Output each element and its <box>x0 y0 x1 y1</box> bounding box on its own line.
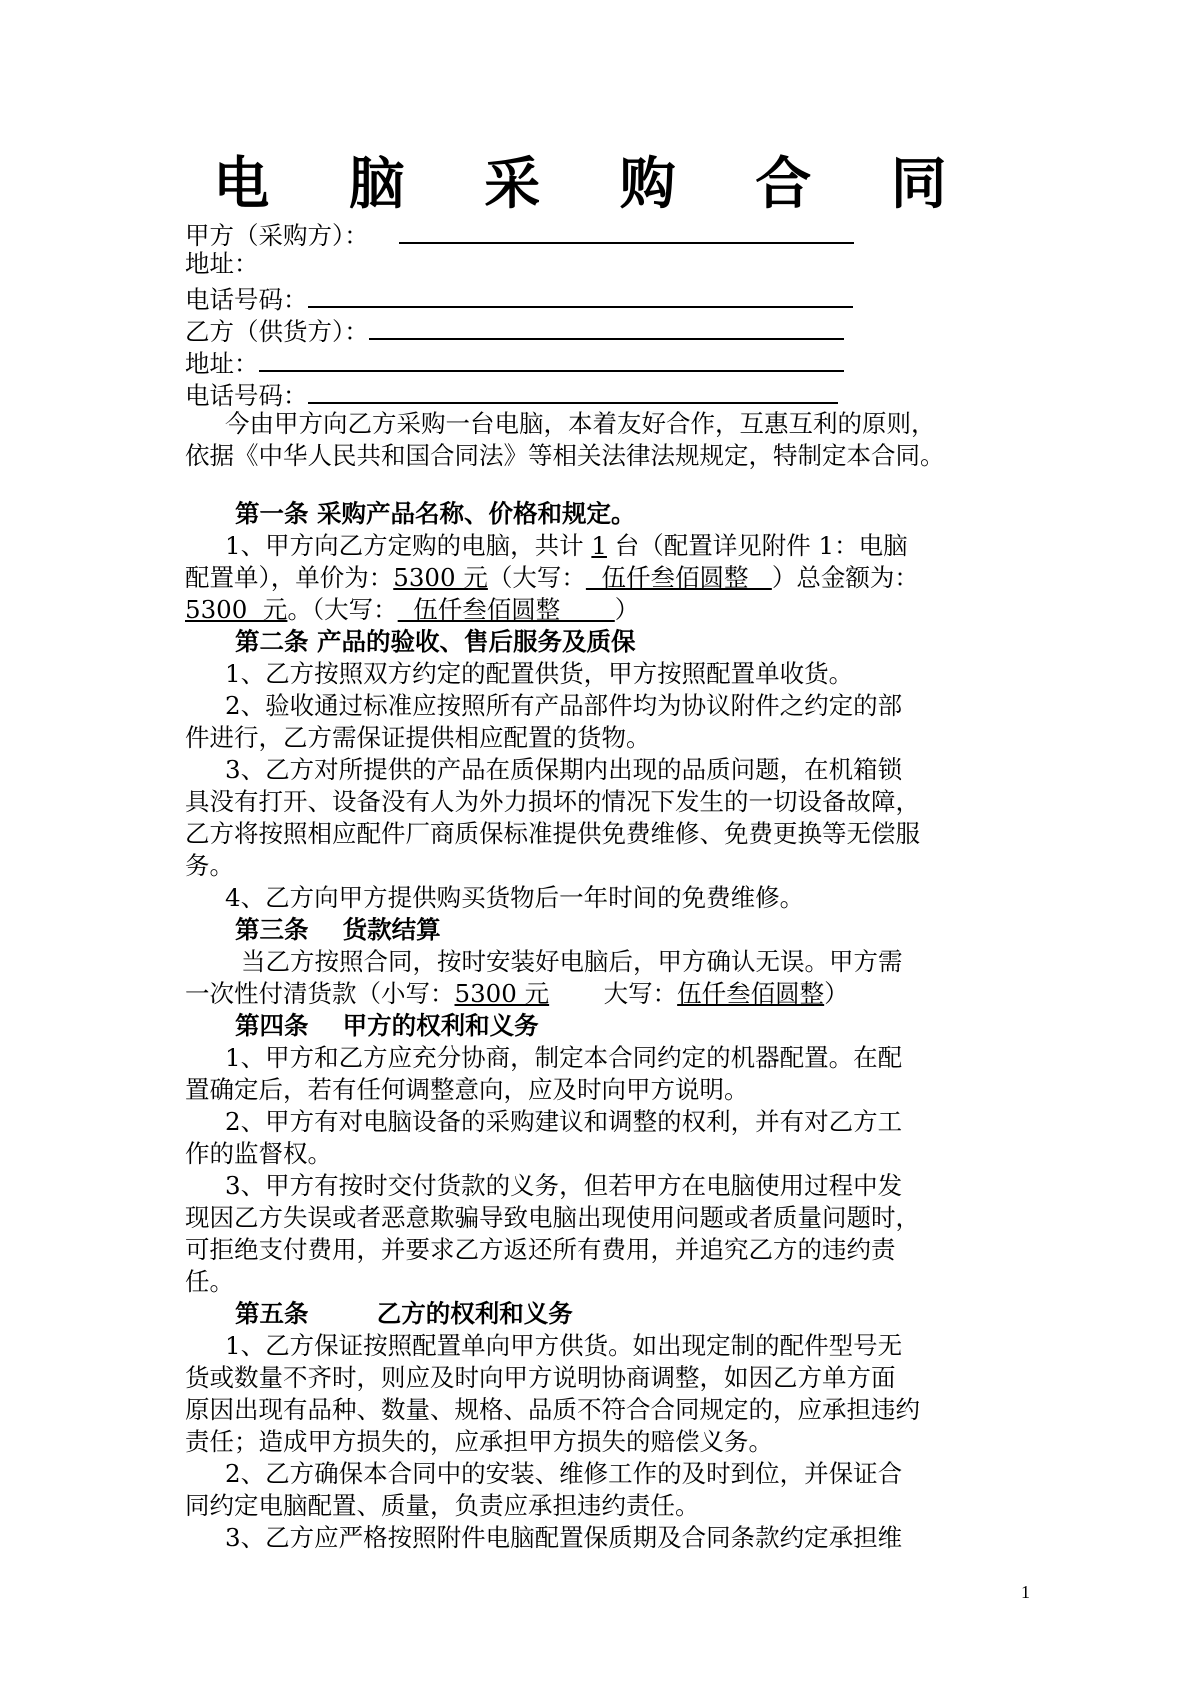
article-5-heading: 第五条 乙方的权利和义务 <box>235 1299 573 1328</box>
text: （大写： <box>487 563 586 592</box>
party-b-blank <box>369 312 844 340</box>
party-b-address-blank <box>259 344 844 372</box>
article-5-line: 原因出现有品种、数量、规格、品质不符合合同规定的，应承担违约 <box>185 1395 920 1424</box>
article-2-line: 1、乙方按照双方约定的配置供货，甲方按照配置单收货。 <box>225 659 854 688</box>
article-2-heading: 第二条 产品的验收、售后服务及质保 <box>235 627 636 656</box>
article-5-line: 同约定电脑配置、质量，负责应承担违约责任。 <box>185 1491 700 1520</box>
article-4-line: 可拒绝支付费用，并要求乙方返还所有费用，并追究乙方的违约责 <box>185 1235 896 1264</box>
text: 。（大写： <box>287 595 398 624</box>
party-a-address-line <box>185 248 1035 280</box>
payment-amount: 5300 元 <box>454 979 550 1008</box>
article-4-line: 1、甲方和乙方应充分协商，制定本合同约定的机器配置。在配 <box>225 1043 903 1072</box>
text: 一次性付清货款（小写： <box>185 979 455 1008</box>
article-2-line: 2、验收通过标准应按照所有产品部件均为协议附件之约定的部 <box>225 691 903 720</box>
article-3-line-1: 当乙方按照合同，按时安装好电脑后，甲方确认无误。甲方需 <box>241 947 903 976</box>
contract-body <box>185 216 1035 1554</box>
article-1-para-line-3 <box>185 594 1035 626</box>
party-b-label: 乙方（供货方）： <box>185 317 369 346</box>
article-2-line: 务。 <box>185 851 234 880</box>
intro-line-2: 依据《中华人民共和国合同法》等相关法律法规规定，特制定本合同。 <box>185 441 945 470</box>
article-2-line: 件进行，乙方需保证提供相应配置的货物。 <box>185 723 651 752</box>
article-5-line: 责任；造成甲方损失的，应承担甲方损失的赔偿义务。 <box>185 1427 773 1456</box>
party-b-phone-blank <box>308 376 838 404</box>
page-title: 电 脑 采 购 合 同 <box>213 152 977 217</box>
article-4-line: 2、甲方有对电脑设备的采购建议和调整的权利，并有对乙方工 <box>225 1107 903 1136</box>
article-1-para-line-2 <box>185 562 1035 594</box>
intro-line-1: 今由甲方向乙方采购一台电脑，本着友好合作，互惠互利的原则， <box>225 409 936 438</box>
party-b-line <box>185 312 1035 344</box>
text: ） <box>824 979 849 1008</box>
article-2-line: 3、乙方对所提供的产品在质保期内出现的品质问题，在机箱锁 <box>225 755 903 784</box>
party-a-phone-label: 电话号码： <box>185 285 308 314</box>
party-a-blank <box>399 216 854 244</box>
text: ）总金额为： <box>771 563 919 592</box>
article-5-line: 3、乙方应严格按照附件电脑配置保质期及合同条款约定承担维 <box>225 1523 903 1552</box>
article-2-line: 4、乙方向甲方提供购买货物后一年时间的免费维修。 <box>225 883 805 912</box>
total-value: 5300 元 <box>185 595 288 624</box>
article-5-line: 2、乙方确保本合同中的安装、维修工作的及时到位，并保证合 <box>225 1459 903 1488</box>
party-b-address-line <box>185 344 1035 376</box>
article-5-line: 1、乙方保证按照配置单向甲方供货。如出现定制的配件型号无 <box>225 1331 903 1360</box>
party-b-phone-line <box>185 376 1035 408</box>
article-3-heading: 第三条 货款结算 <box>235 915 441 944</box>
article-4-line: 置确定后，若有任何调整意向，应及时向甲方说明。 <box>185 1075 749 1104</box>
payment-amount-words: 伍仟叁佰圆整 <box>677 979 825 1008</box>
text: 大写： <box>549 979 678 1008</box>
text: 配置单），单价为： <box>185 563 394 592</box>
unit-price-words: 伍仟叁佰圆整 <box>585 563 772 592</box>
article-4-line: 作的监督权。 <box>185 1139 332 1168</box>
party-a-phone-line <box>185 280 1035 312</box>
unit-price-value: 5300 元 <box>393 563 488 592</box>
party-b-address-label: 地址： <box>185 349 259 378</box>
party-a-phone-blank <box>308 280 853 308</box>
article-3-line-2 <box>185 978 1035 1010</box>
article-1-heading: 第一条 采购产品名称、价格和规定。 <box>235 499 636 528</box>
article-5-line: 货或数量不齐时，则应及时向甲方说明协商调整，如因乙方单方面 <box>185 1363 896 1392</box>
text: 1、甲方向乙方定购的电脑，共计 <box>225 531 592 560</box>
page-number: 1 <box>1021 1582 1030 1602</box>
article-4-heading: 第四条 甲方的权利和义务 <box>235 1011 539 1040</box>
article-2-line: 乙方将按照相应配件厂商质保标准提供免费维修、免费更换等无偿服 <box>185 819 920 848</box>
party-b-phone-label: 电话号码： <box>185 381 308 410</box>
article-4-line: 任。 <box>185 1267 234 1296</box>
total-words: 伍仟叁佰圆整 <box>397 595 615 624</box>
article-1-para-line-1 <box>185 530 1035 562</box>
quantity-value: 1 <box>591 531 607 560</box>
article-4-line: 现因乙方失误或者恶意欺骗导致电脑出现使用问题或者质量问题时， <box>185 1203 920 1232</box>
party-a-label: 甲方（采购方）： <box>185 221 369 250</box>
party-a-line <box>185 216 1035 248</box>
party-a-address-label: 地址： <box>185 249 259 278</box>
text: 台（配置详见附件 1：电脑 <box>606 531 908 560</box>
article-4-line: 3、甲方有按时交付货款的义务，但若甲方在电脑使用过程中发 <box>225 1171 903 1200</box>
text: ） <box>614 595 640 624</box>
article-2-line: 具没有打开、设备没有人为外力损坏的情况下发生的一切设备故障， <box>185 787 920 816</box>
